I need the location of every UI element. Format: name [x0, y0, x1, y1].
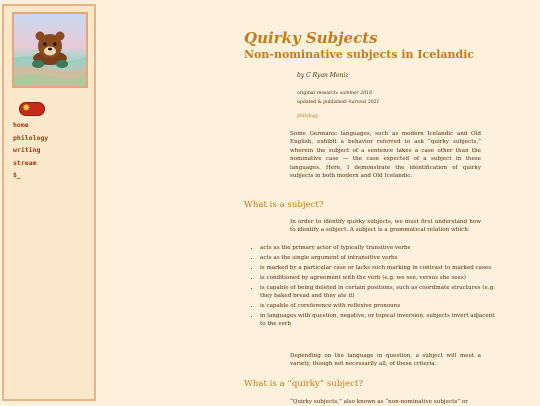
subject-criteria-list — [244, 244, 498, 330]
list-item: • is conditioned by agreement with the verb (e.g. we see, versus she sees) — [260, 274, 498, 282]
section2-intro: “Quirky subjects,” also known as “non-nominative subjects” or — [290, 399, 468, 405]
nav-item-writing[interactable]: writing — [13, 146, 41, 154]
section1-intro: In order to identify quirky subjects, we must first understand how to identify a subject. A subject is a grammatical relation which: — [290, 219, 481, 234]
list-item: • in languages with question, negative, or topical inversion, subjects invert adjacent to the verb — [260, 312, 498, 329]
theme-toggle[interactable] — [19, 102, 45, 116]
page-subtitle: Non-nominative subjects in Icelandic — [244, 48, 475, 61]
list-item: • acts as the single argument of intransitive verbs — [260, 254, 498, 262]
updated-date: harvest 2021 — [348, 100, 380, 105]
publication-dates — [297, 89, 379, 107]
category-tag[interactable]: philology — [297, 114, 319, 119]
author-byline: by C Ryan Moniz — [297, 72, 349, 79]
list-item: • is capable of coreference with reflexive pronouns — [260, 302, 498, 310]
section1-outro: Depending on the language in question, a subject will meet a variety, though not necessarily all, of these criteria. — [290, 353, 481, 368]
original-research-label: original research: — [297, 91, 339, 96]
nav-item-philology[interactable]: philology — [13, 133, 49, 142]
original-research-date: summer 2018 — [339, 91, 373, 96]
page-title: Quirky Subjects — [244, 29, 378, 47]
list-item: • is capable of being deleted in certain positions, such as coordinate structures (e.g. they baked bread and they ate it) — [260, 284, 498, 301]
sidebar — [2, 4, 96, 401]
list-item: • acts as the primary actor of typically transitive verbs — [260, 244, 498, 252]
updated-label: updated & published: — [297, 100, 348, 105]
nav-item-home[interactable]: home — [13, 121, 29, 129]
nav-item-stream[interactable]: stream — [13, 158, 37, 167]
list-item: • is marked by a particular case or lacks such marking in contrast to marked cases — [260, 264, 498, 272]
avatar[interactable] — [12, 12, 88, 88]
intro-paragraph: Some Germanic languages, such as modern Icelandic and Old English, exhibit a behavior referred to ask “quirky subjects,” wherein the subject of a sentence takes a case other than the nominative case — the case expected of a subject in these languages. Here, I demonstrate the identification of quirky subjects in both modern and Old Icelandic. — [290, 131, 481, 180]
article — [244, 28, 495, 405]
sun-icon: ✸ — [22, 103, 31, 114]
section-heading-subject: What is a subject? — [244, 200, 324, 210]
sidebar-nav — [13, 119, 48, 182]
bear-avatar-image — [14, 14, 86, 86]
section-heading-quirky: What is a “quirky” subject? — [244, 379, 363, 389]
nav-item-shell[interactable]: $_ — [13, 171, 21, 179]
